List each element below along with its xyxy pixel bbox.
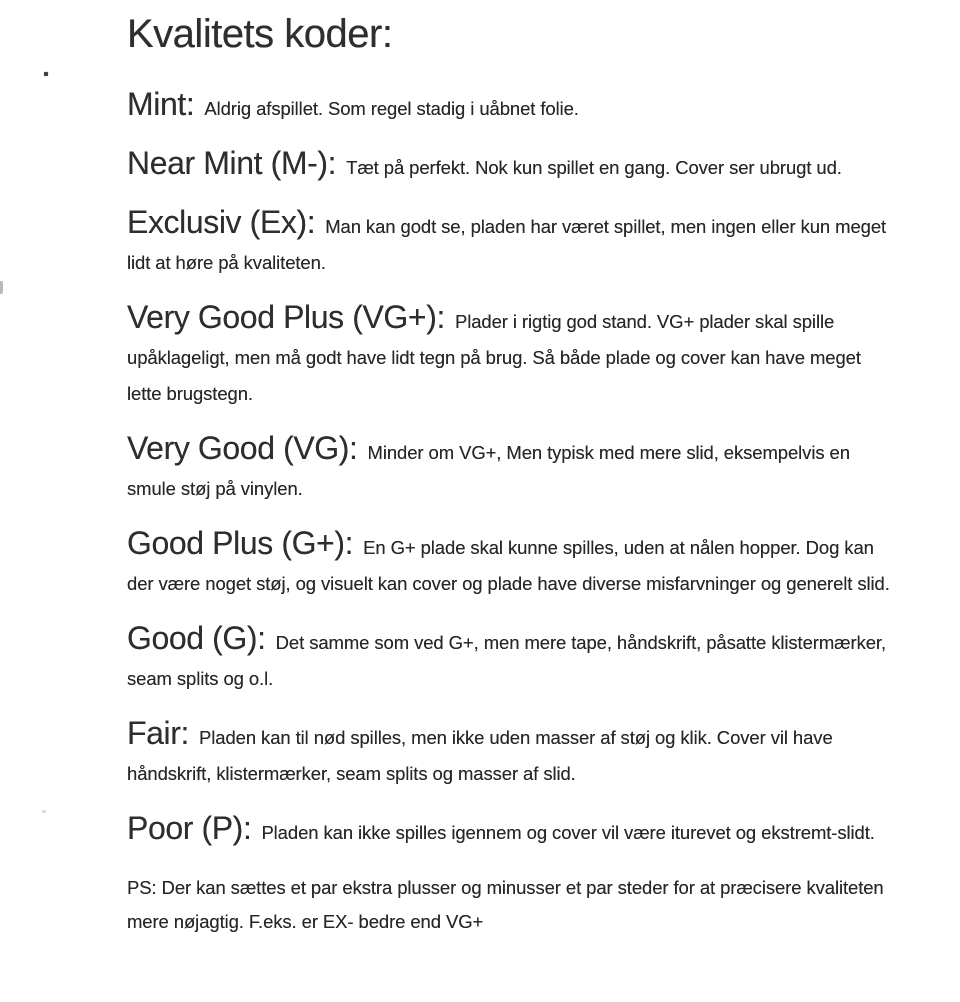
grade-definition: Det samme som ved G+, men mere tape, håndskrift, påsatte klistermærker, seam splits og o.l. bbox=[127, 632, 886, 689]
grade-entry-good-plus bbox=[127, 521, 893, 602]
scan-speck-icon bbox=[44, 72, 48, 76]
grade-term: Exclusiv (Ex): bbox=[127, 204, 316, 240]
grade-definition: Pladen kan til nød spilles, men ikke uden masser af støj og klik. Cover vil have håndskrift, klistermærker, seam splits og masser af slid. bbox=[127, 727, 833, 784]
grade-term: Good (G): bbox=[127, 620, 266, 656]
grade-definition: Man kan godt se, pladen har været spillet, men ingen eller kun meget lidt at høre på kvaliteten. bbox=[127, 216, 887, 273]
grade-term: Very Good Plus (VG+): bbox=[127, 299, 445, 335]
grade-term: Mint: bbox=[127, 86, 195, 122]
grade-entry-good bbox=[127, 616, 893, 697]
scan-speck-faint bbox=[42, 810, 46, 813]
grade-entry-mint bbox=[127, 82, 893, 127]
grade-entry-very-good bbox=[127, 426, 893, 507]
grade-definition: En G+ plade skal kunne spilles, uden at nålen hopper. Dog kan der være noget støj, og visuelt kan cover og plade have diverse misfarvninger og generelt slid. bbox=[127, 537, 890, 594]
grade-entry-very-good-plus bbox=[127, 295, 893, 412]
grade-term: Fair: bbox=[127, 715, 190, 751]
postscript-note: PS: Der kan sættes et par ekstra plusser og minusser et par steder for at præcisere kvaliteten mere nøjagtig. F.eks. er EX- bedre end VG+ bbox=[127, 877, 884, 932]
grade-term: Poor (P): bbox=[127, 810, 252, 846]
grade-term: Very Good (VG): bbox=[127, 430, 358, 466]
grade-definition: Aldrig afspillet. Som regel stadig i uåbnet folie. bbox=[204, 98, 579, 119]
grade-entry-exclusiv bbox=[127, 200, 893, 281]
grade-definition: Plader i rigtig god stand. VG+ plader skal spille upåklageligt, men må godt have lidt tegn på brug. Så både plade og cover kan have meget lette brugstegn. bbox=[127, 311, 861, 404]
document-title-text: Kvalitets koder: bbox=[127, 12, 393, 56]
grade-entry-near-mint bbox=[127, 141, 893, 186]
grade-definition: Pladen kan ikke spilles igennem og cover vil være iturevet og ekstremt-slidt. bbox=[261, 822, 875, 843]
grade-entry-fair bbox=[127, 711, 893, 792]
grade-definition: Minder om VG+, Men typisk med mere slid, eksempelvis en smule støj på vinylen. bbox=[127, 442, 850, 499]
grade-term: Good Plus (G+): bbox=[127, 525, 354, 561]
scan-edge-mark bbox=[0, 281, 3, 294]
document-title bbox=[127, 10, 893, 58]
grade-definition: Tæt på perfekt. Nok kun spillet en gang. Cover ser ubrugt ud. bbox=[346, 157, 842, 178]
grade-term: Near Mint (M-): bbox=[127, 145, 337, 181]
grade-entry-poor bbox=[127, 806, 893, 851]
document-body bbox=[127, 10, 893, 939]
